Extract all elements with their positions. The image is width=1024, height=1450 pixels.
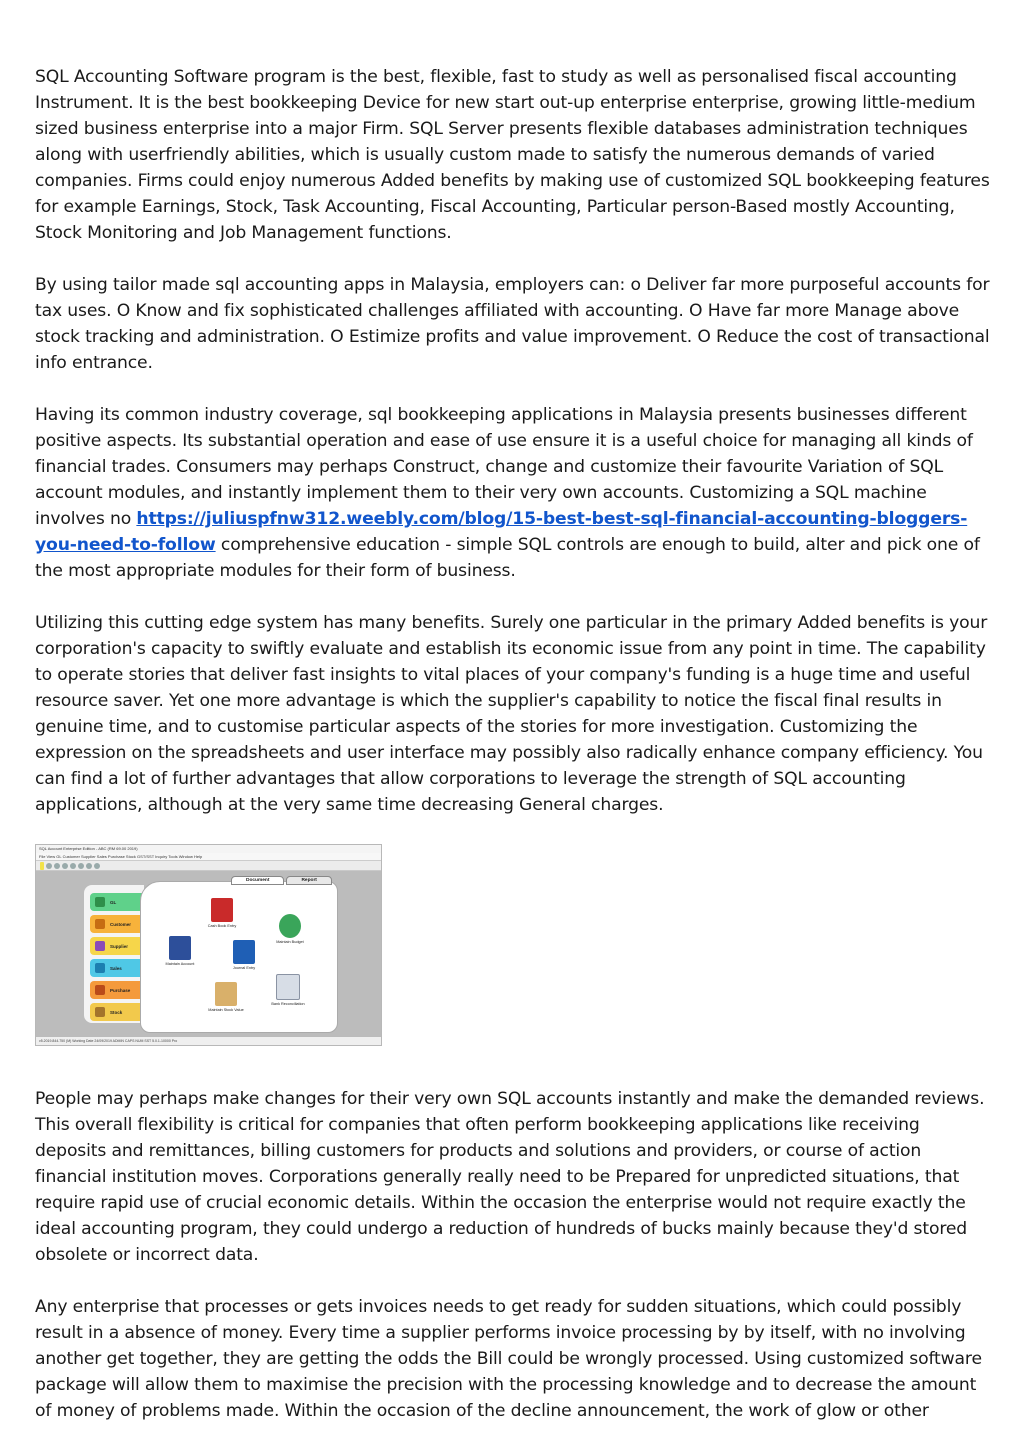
- supplier-icon: [95, 941, 105, 951]
- screenshot-title-bar: SQL Account Enterprise Edition - ABC (RM 69.00 2019): [36, 845, 381, 853]
- blog-link[interactable]: https://juliuspfnw312.weebly.com/blog/15-best-best-sql-financial-accounting-bloggers-you-need-to-follow: [35, 509, 968, 555]
- tile-maintain-stock-value: Maintain Stock Value: [203, 982, 249, 1012]
- tile-maintain-budget: Maintain Budget: [267, 914, 313, 944]
- toolbar-button-icon: [94, 863, 100, 869]
- screenshot-tabs: [231, 876, 332, 885]
- paragraph-3-text-after: comprehensive education - simple SQL controls are enough to build, alter and pick one of the most appropriate modules for their form of business.: [35, 535, 980, 581]
- paragraph-4: Utilizing this cutting edge system has many benefits. Surely one particular in the primary Added benefits is your corporation's capacity to swiftly evaluate and establish its economic issue from any point in time. The capability to operate stories that deliver fast insights to vital places of your company's funding is a huge time and useful resource saver. Yet one more advantage is which the supplier's capability to notice the fiscal final results in genuine time, and to customise particular aspects of the stories for more investigation. Customizing the expression on the spreadsheets and user interface may possibly also radically enhance company efficiency. You can find a lot of further advantages that allow corporations to leverage the strength of SQL accounting applications, although at the very same time decreasing General charges.: [35, 613, 988, 815]
- sql-account-screenshot: [35, 844, 382, 1046]
- tab-document: Document: [231, 876, 284, 885]
- purchase-icon: [95, 985, 105, 995]
- toolbar-button-icon: [78, 863, 84, 869]
- nav-item-purchase: Purchase: [90, 981, 144, 999]
- cash-book-icon: [211, 898, 233, 922]
- paragraph-3: [35, 402, 993, 584]
- screenshot-document-panel: [140, 878, 338, 1033]
- screenshot-toolbar: [36, 861, 381, 871]
- sales-icon: [95, 963, 105, 973]
- toolbar-button-icon: [70, 863, 76, 869]
- paragraph-2: By using tailor made sql accounting apps in Malaysia, employers can: o Deliver far more purposeful accounts for tax uses. O Know and fix sophisticated challenges affiliated with accounting. O Have far more Manage above stock tracking and administration. O Estimize profits and value improvement. O Reduce the cost of transactional info entrance.: [35, 275, 990, 373]
- paragraph-3-text-before: Having its common industry coverage, sql bookkeeping applications in Malaysia presents businesses different positive aspects. Its substantial operation and ease of use ensure it is a useful choice for managing all kinds of financial trades. Consumers may perhaps Construct, change and customize their favourite Variation of SQL account modules, and instantly implement them to their very own accounts. Customizing a SQL machine involves no: [35, 405, 973, 529]
- screenshot-menu-bar: File View GL Customer Supplier Sales Purchase Stock GST/SST Inquiry Tools Window Help: [36, 853, 381, 861]
- stock-icon: [95, 1007, 105, 1017]
- journal-icon: [233, 940, 255, 964]
- nav-item-sales: Sales: [90, 959, 144, 977]
- gl-icon: [95, 897, 105, 907]
- nav-item-gl: GL: [90, 893, 144, 911]
- tile-bank-reconciliation: Bank Reconciliation: [265, 974, 311, 1006]
- toolbar-button-icon: [46, 863, 52, 869]
- tile-maintain-account: Maintain Account: [157, 936, 203, 966]
- nav-item-customer: Customer: [90, 915, 144, 933]
- paragraph-5: People may perhaps make changes for their very own SQL accounts instantly and make the demanded reviews. This overall flexibility is critical for companies that often perform bookkeeping applications like receiving deposits and remittances, billing customers for products and solutions and providers, or course of action financial institution moves. Corporations generally really need to be Prepared for unpredicted situations, that require rapid use of crucial economic details. Within the occasion the enterprise would not require exactly the ideal accounting program, they could undergo a reduction of hundreds of bucks mainly because they'd stored obsolete or incorrect data.: [35, 1089, 985, 1265]
- tile-journal-entry: Journal Entry: [221, 940, 267, 970]
- paragraph-1: SQL Accounting Software program is the best, flexible, fast to study as well as personalised fiscal accounting Instrument. It is the best bookkeeping Device for new start out-up enterprise enterprise, growing little-medium sized business enterprise into a major Firm. SQL Server presents flexible databases administration techniques along with userfriendly abilities, which is usually custom made to satisfy the numerous demands of varied companies. Firms could enjoy numerous Added benefits by making use of customized SQL bookkeeping features for example Earnings, Stock, Task Accounting, Fiscal Accounting, Particular person-Based mostly Accounting, Stock Monitoring and Job Management functions.: [35, 67, 990, 243]
- stock-boxes-icon: [215, 982, 237, 1006]
- tab-report: Report: [286, 876, 331, 885]
- toolbar-button-icon: [86, 863, 92, 869]
- account-books-icon: [169, 936, 191, 960]
- toolbar-button-icon: [54, 863, 60, 869]
- screenshot-workspace: [36, 871, 381, 1037]
- document-body: [35, 64, 993, 1450]
- tile-cash-book-entry: Cash Book Entry: [199, 898, 245, 928]
- budget-icon: [279, 914, 301, 938]
- bank-reconciliation-icon: [276, 974, 300, 1000]
- nav-item-stock: Stock: [90, 1003, 144, 1021]
- customer-icon: [95, 919, 105, 929]
- nav-item-supplier: Supplier: [90, 937, 144, 955]
- toolbar-button-icon: [62, 863, 68, 869]
- paragraph-6: Any enterprise that processes or gets invoices needs to get ready for sudden situations, which could possibly result in a absence of money. Every time a supplier performs invoice processing by by itself, with no involving another get together, they are getting the odds the Bill could be wrongly processed. Using customized software package will allow them to maximise the precision with the processing knowledge and to decrease the amount of money of problems made. Within the occasion of the decline announcement, the work of glow or other: [35, 1297, 982, 1421]
- toolbar-marker-icon: [40, 862, 44, 870]
- screenshot-module-nav: [84, 885, 144, 1023]
- screenshot-status-bar: v5.2019.844.750 (M) Working Date 24/09/2019 ADMIN CAPS NUM SST 5.0.1-10000 Pro: [36, 1036, 381, 1045]
